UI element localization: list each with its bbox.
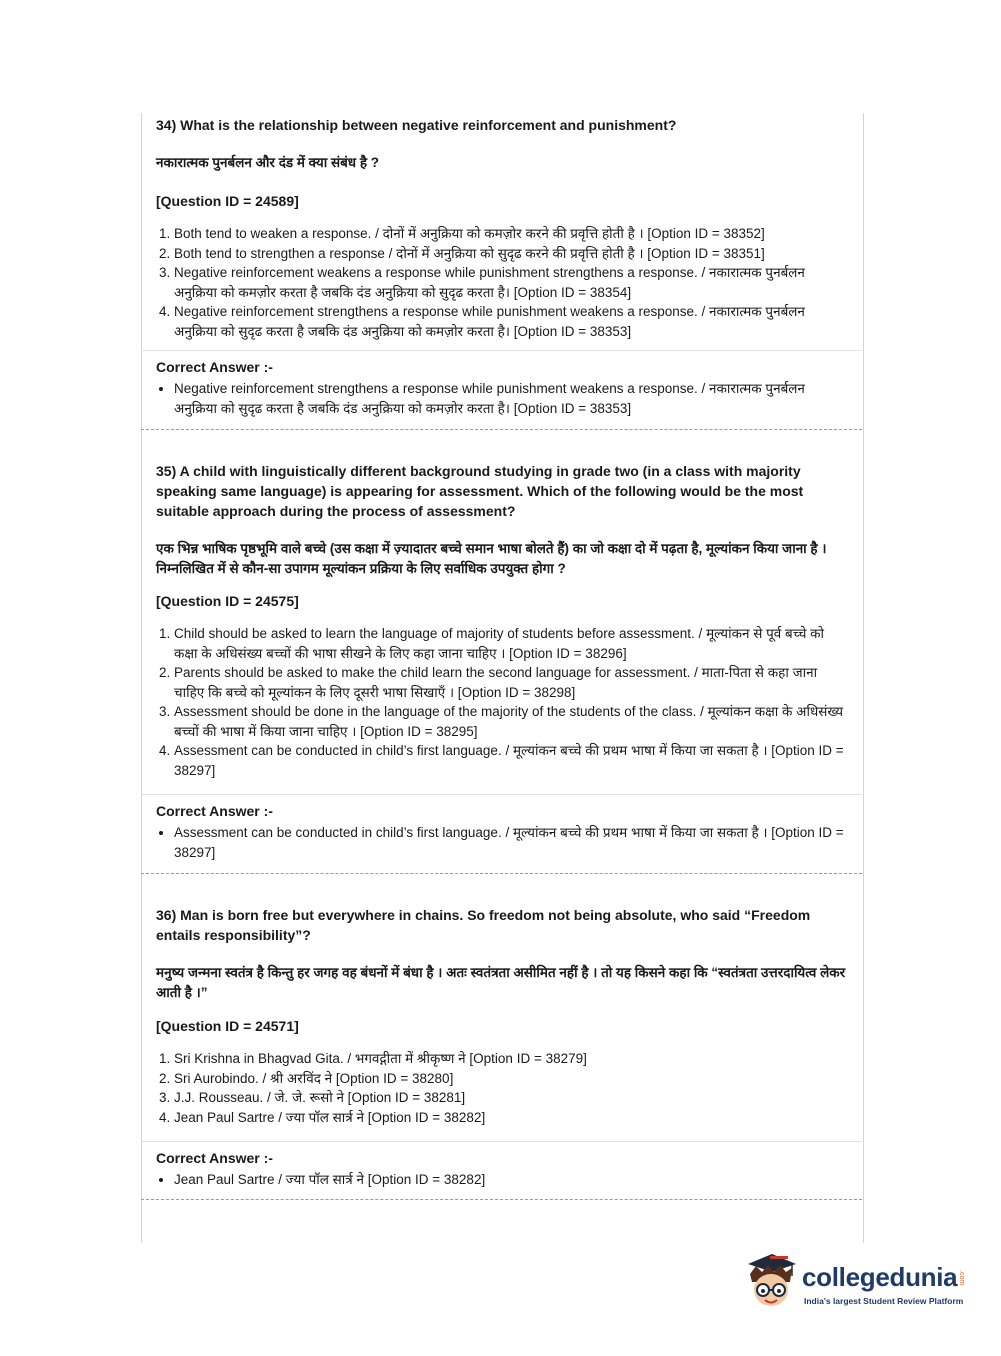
correct-answer-list: [156, 379, 846, 418]
option-item: 1. Child should be asked to learn the language of majority of students before assessment. / मूल्यांकन से पूर्व बच्चे को कक्षा के अधिसंख्य बच्चों की भाषा सीखने के लिए कहा जाना चाहिए । [Option ID = 38296]: [174, 624, 846, 663]
option-item: 2. Parents should be asked to make the child learn the second language for assessment. / माता-पिता से कहा जाना चाहिए कि बच्चे को मूल्यांकन के लिए दूसरी भाषा सिखाएँ । [Option ID = 38298]: [174, 663, 846, 702]
question-block-34: [156, 115, 846, 341]
section-divider: [141, 794, 862, 795]
logo-wordmark: collegedunia: [802, 1262, 958, 1292]
correct-answer-list: [156, 1170, 846, 1190]
question-separator: [141, 1199, 862, 1200]
option-item: 1. Sri Krishna in Bhagvad Gita. / भगवद्गीता में श्रीकृष्ण ने [Option ID = 38279]: [174, 1049, 846, 1069]
options-list: [156, 1049, 846, 1127]
question-text-hi: मनुष्य जन्मना स्वतंत्र है किन्तु हर जगह वह बंधनों में बंधा है । अतः स्वतंत्रता असीमित नहीं है । तो यह किसने कहा कि “स्वतंत्रता उत्तरदायित्व लेकर आती है ।”: [156, 965, 846, 1000]
correct-answer-label: Correct Answer :-: [156, 803, 273, 819]
question-separator: [141, 873, 862, 874]
correct-answer-block-35: [156, 801, 846, 862]
question-text-en: 36) Man is born free but everywhere in chains. So freedom not being absolute, who said “Freedom entails responsibility”?: [156, 907, 811, 943]
collegedunia-logo: [742, 1250, 972, 1316]
correct-answer-block-36: [156, 1148, 846, 1190]
correct-answer-label: Correct Answer :-: [156, 359, 273, 375]
option-item: 1. Both tend to weaken a response. / दोनों में अनुक्रिया को कमज़ोर करने की प्रवृत्ति होती है । [Option ID = 38352]: [174, 224, 846, 244]
correct-answer-list: [156, 823, 846, 862]
option-item: 4. Jean Paul Sartre / ज्या पॉल सार्त्र ने [Option ID = 38282]: [174, 1108, 846, 1128]
mascot-icon: [742, 1250, 800, 1314]
option-item: 2. Sri Aurobindo. / श्री अरविंद ने [Option ID = 38280]: [174, 1069, 846, 1089]
option-item: 4. Assessment can be conducted in child’s first language. / मूल्यांकन बच्चे की प्रथम भाषा में किया जा सकता है । [Option ID = 38297]: [174, 741, 846, 780]
question-separator: [141, 429, 862, 430]
section-divider: [141, 1141, 862, 1142]
options-list: [156, 624, 846, 780]
question-id: [Question ID = 24575]: [156, 593, 299, 609]
option-item: 4. Negative reinforcement strengthens a response while punishment weakens a response. / नकारात्मक पुनर्बलन अनुक्रिया को सुदृढ करता है जबकि दंड अनुक्रिया को कमज़ोर करता है। [Option ID = 38353]: [174, 302, 846, 341]
question-text-hi: नकारात्मक पुनर्बलन और दंड में क्या संबंध है ?: [156, 155, 380, 170]
option-item: 3. Negative reinforcement weakens a response while punishment strengthens a response. / नकारात्मक पुनर्बलन अनुक्रिया को कमज़ोर करता है जबकि दंड अनुक्रिया को सुदृढ करता है। [Option ID = 38354]: [174, 263, 846, 302]
question-text-hi: एक भिन्न भाषिक पृष्ठभूमि वाले बच्चे (उस कक्षा में ज़्यादातर बच्चे समान भाषा बोलते हैं) का जो कक्षा दो में पढ़ता है, मूल्यांकन किया जाना है । निम्नलिखित में से कौन-सा उपागम मूल्यांकन प्रक्रिया के लिए सर्वाधिक उपयुक्त होगा ?: [156, 541, 827, 576]
question-text-en: 35) A child with linguistically different background studying in grade two (in a class with majority speaking same language) is appearing for assessment. Which of the following would be the most suitable approach during the process of assessment?: [156, 463, 804, 519]
correct-answer-text: • Jean Paul Sartre / ज्या पॉल सार्त्र ने [Option ID = 38282]: [174, 1170, 846, 1190]
question-block-35: [156, 461, 846, 780]
correct-answer-text: • Negative reinforcement strengthens a response while punishment weakens a response. / नकारात्मक पुनर्बलन अनुक्रिया को सुदृढ करता है जबकि दंड अनुक्रिया को कमज़ोर करता है। [Option ID = 38353]: [174, 379, 846, 418]
correct-answer-label: Correct Answer :-: [156, 1150, 273, 1166]
correct-answer-text: • Assessment can be conducted in child’s first language. / मूल्यांकन बच्चे की प्रथम भाषा में किया जा सकता है । [Option ID = 38297]: [174, 823, 846, 862]
option-item: 3. J.J. Rousseau. / जे. जे. रूसो ने [Option ID = 38281]: [174, 1088, 846, 1108]
logo-suffix: .com: [958, 1270, 965, 1286]
section-divider: [141, 350, 862, 351]
option-item: 2. Both tend to strengthen a response / दोनों में अनुक्रिया को सुदृढ करने की प्रवृत्ति होती है । [Option ID = 38351]: [174, 244, 846, 264]
question-id: [Question ID = 24571]: [156, 1018, 299, 1034]
question-id: [Question ID = 24589]: [156, 193, 299, 209]
question-block-36: [156, 905, 846, 1127]
options-list: [156, 224, 846, 341]
option-item: 3. Assessment should be done in the language of the majority of the students of the class. / मूल्यांकन कक्षा के अधिसंख्य बच्चों की भाषा में किया जाना चाहिए । [Option ID = 38295]: [174, 702, 846, 741]
correct-answer-block-34: [156, 357, 846, 418]
logo-tagline: India's largest Student Review Platform: [804, 1296, 964, 1306]
question-text-en: 34) What is the relationship between negative reinforcement and punishment?: [156, 117, 677, 133]
